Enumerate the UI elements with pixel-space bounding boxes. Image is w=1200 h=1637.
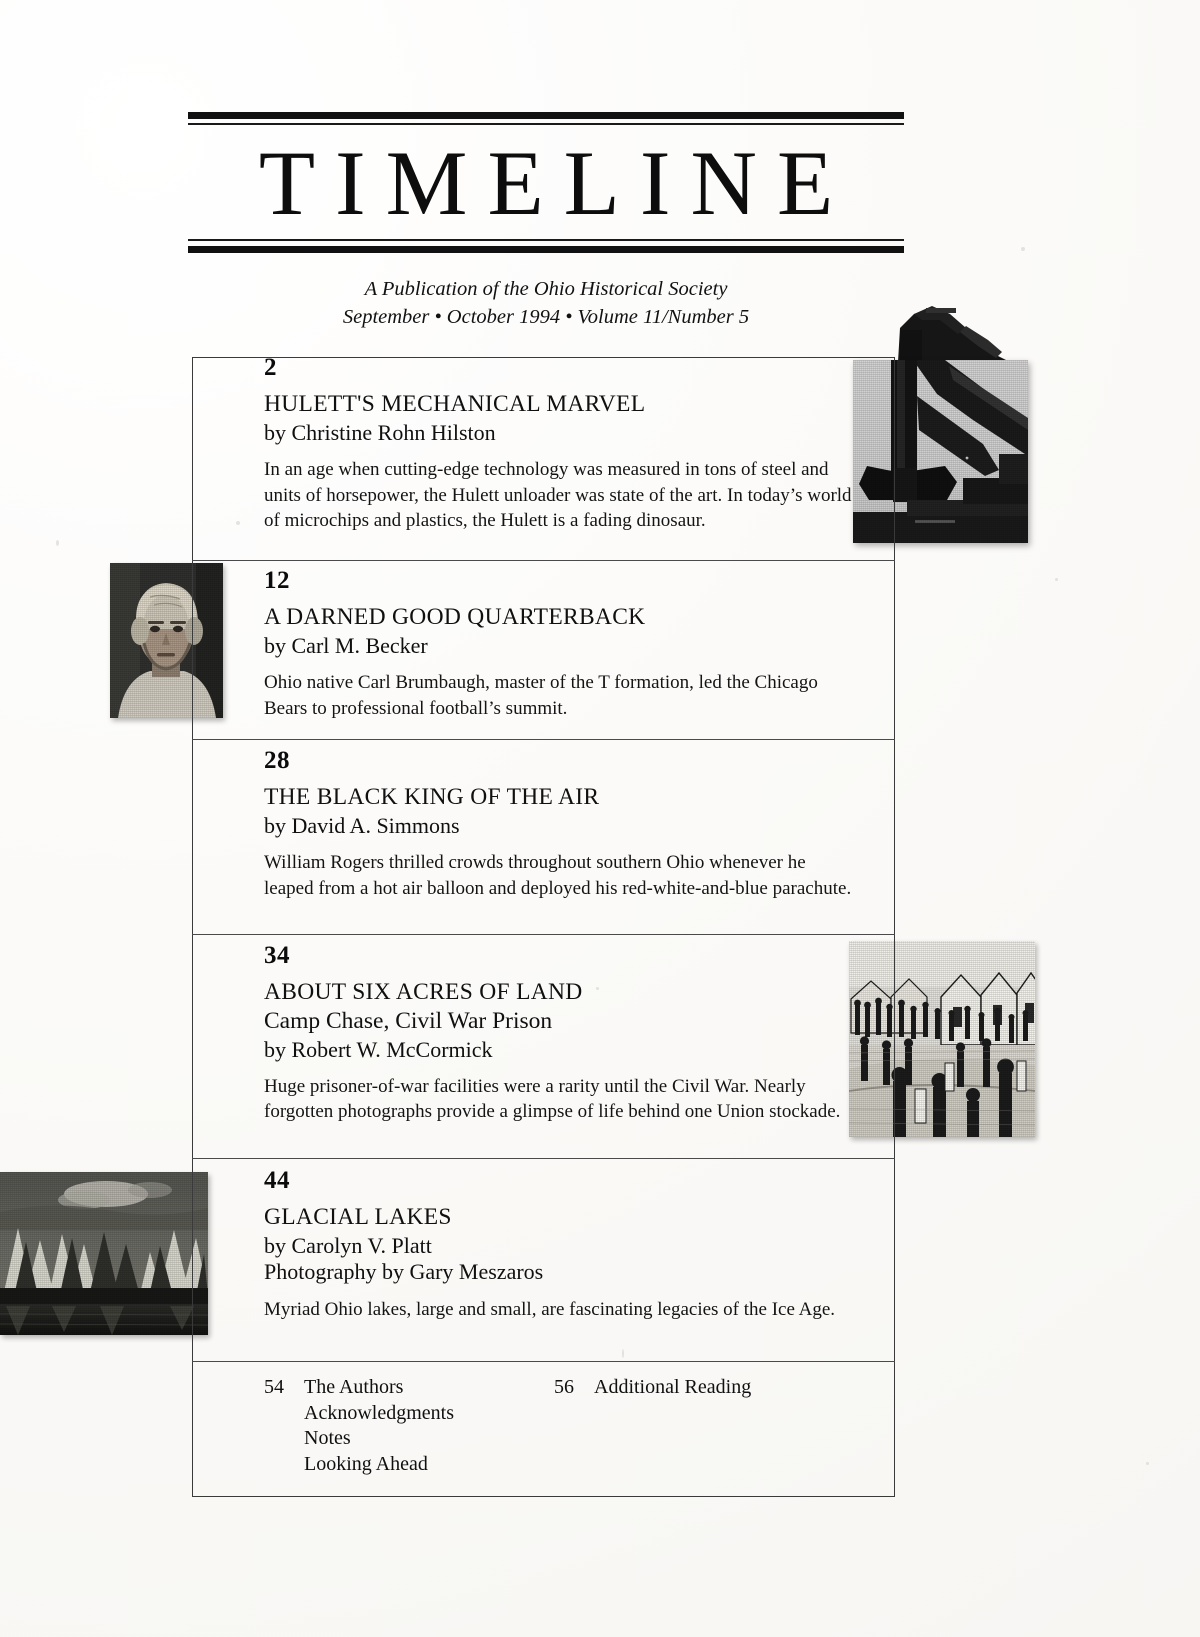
toc-byline: by Robert W. McCormick xyxy=(264,1036,493,1062)
toc-entry[interactable] xyxy=(264,748,864,901)
footer-page-number: 54 xyxy=(264,1376,284,1398)
footer-page-number: 56 xyxy=(554,1376,574,1398)
toc-description: Myriad Ohio lakes, large and small, are fascinating legacies of the Ice Age. xyxy=(264,1298,836,1320)
masthead-rule-bottom-thick xyxy=(188,246,904,253)
toc-description: Huge prisoner-of-war facilities were a rarity until the Civil War. Nearly forgotten photographs provide a glimpse of life behind one Union stockade. xyxy=(264,1076,841,1123)
publisher-line: A Publication of the Ohio Historical Society xyxy=(364,278,728,300)
footer-item[interactable]: Notes xyxy=(304,1427,351,1450)
issue-line: September • October 1994 • Volume 11/Number 5 xyxy=(342,306,750,329)
toc-article-title: THE BLACK KING OF THE AIR xyxy=(264,784,600,811)
glacial-lake-icon xyxy=(0,1172,208,1335)
toc-page-number: 2 xyxy=(264,354,277,381)
paper-speck xyxy=(56,540,59,546)
paper-speck xyxy=(1055,578,1058,581)
footer-item-list xyxy=(304,1375,454,1477)
paper-speck xyxy=(1021,247,1025,251)
footer-item[interactable]: The Authors xyxy=(304,1376,404,1398)
glacial-lake-landscape-photo xyxy=(0,1172,208,1335)
toc-article-title: GLACIAL LAKES xyxy=(264,1204,452,1231)
toc-page-number: 44 xyxy=(264,1167,290,1194)
paper-speck xyxy=(1146,1462,1149,1465)
toc-divider xyxy=(192,1361,895,1362)
toc-divider xyxy=(192,934,895,935)
toc-page-number: 34 xyxy=(264,942,290,969)
lake-photo-content xyxy=(0,1172,208,1335)
toc-byline: by David A. Simmons xyxy=(264,812,460,838)
toc-byline: by Carolyn V. Platt xyxy=(264,1232,432,1258)
toc-entry[interactable] xyxy=(264,568,864,721)
footer-column-right[interactable] xyxy=(554,1375,751,1477)
toc-description: Ohio native Carl Brumbaugh, master of the T formation, led the Chicago Bears to professional football’s summit. xyxy=(264,672,818,719)
footer-item[interactable]: Additional Reading xyxy=(594,1376,752,1398)
toc-entry[interactable] xyxy=(264,355,864,533)
toc-description: In an age when cutting-edge technology was measured in tons of steel and units of horsepower, the Hulett unloader was state of the art. In today’s world of microchips and plastics, the Hulett is a fading dinosaur. xyxy=(264,459,852,531)
toc-page-number: 12 xyxy=(264,567,290,594)
toc-footer xyxy=(264,1375,864,1477)
masthead xyxy=(188,112,904,253)
toc-byline: by Christine Rohn Hilston xyxy=(264,419,496,445)
toc-photography-credit: Photography by Gary Meszaros xyxy=(264,1259,544,1285)
publication-info xyxy=(188,275,904,332)
toc-article-subtitle: Camp Chase, Civil War Prison xyxy=(264,1007,553,1034)
toc-divider xyxy=(192,560,895,561)
toc-divider xyxy=(192,739,895,740)
toc-entry[interactable] xyxy=(264,943,864,1125)
toc-divider xyxy=(192,1158,895,1159)
toc-article-title: HULETT'S MECHANICAL MARVEL xyxy=(264,391,646,418)
footer-item[interactable]: Looking Ahead xyxy=(304,1452,428,1475)
page-title: TIMELINE xyxy=(258,132,854,234)
toc-article-title: ABOUT SIX ACRES OF LAND xyxy=(264,979,583,1006)
footer-column-left[interactable] xyxy=(264,1375,554,1477)
hulett-unloader-photo-overhang xyxy=(870,300,1030,362)
toc-article-title: A DARNED GOOD QUARTERBACK xyxy=(264,604,646,631)
toc-description: William Rogers thrilled crowds throughout southern Ohio whenever he leaped from a hot air balloon and deployed his red-white-and-blue parachute. xyxy=(264,852,852,899)
masthead-rule-top-thick xyxy=(188,112,904,119)
footer-item-list xyxy=(594,1375,751,1477)
footer-item[interactable]: Acknowledgments xyxy=(304,1401,454,1424)
toc-byline: by Carl M. Becker xyxy=(264,632,428,658)
toc-entry[interactable] xyxy=(264,1168,864,1322)
toc-page-number: 28 xyxy=(264,747,290,774)
hulett-crane-top-icon xyxy=(870,300,1030,362)
